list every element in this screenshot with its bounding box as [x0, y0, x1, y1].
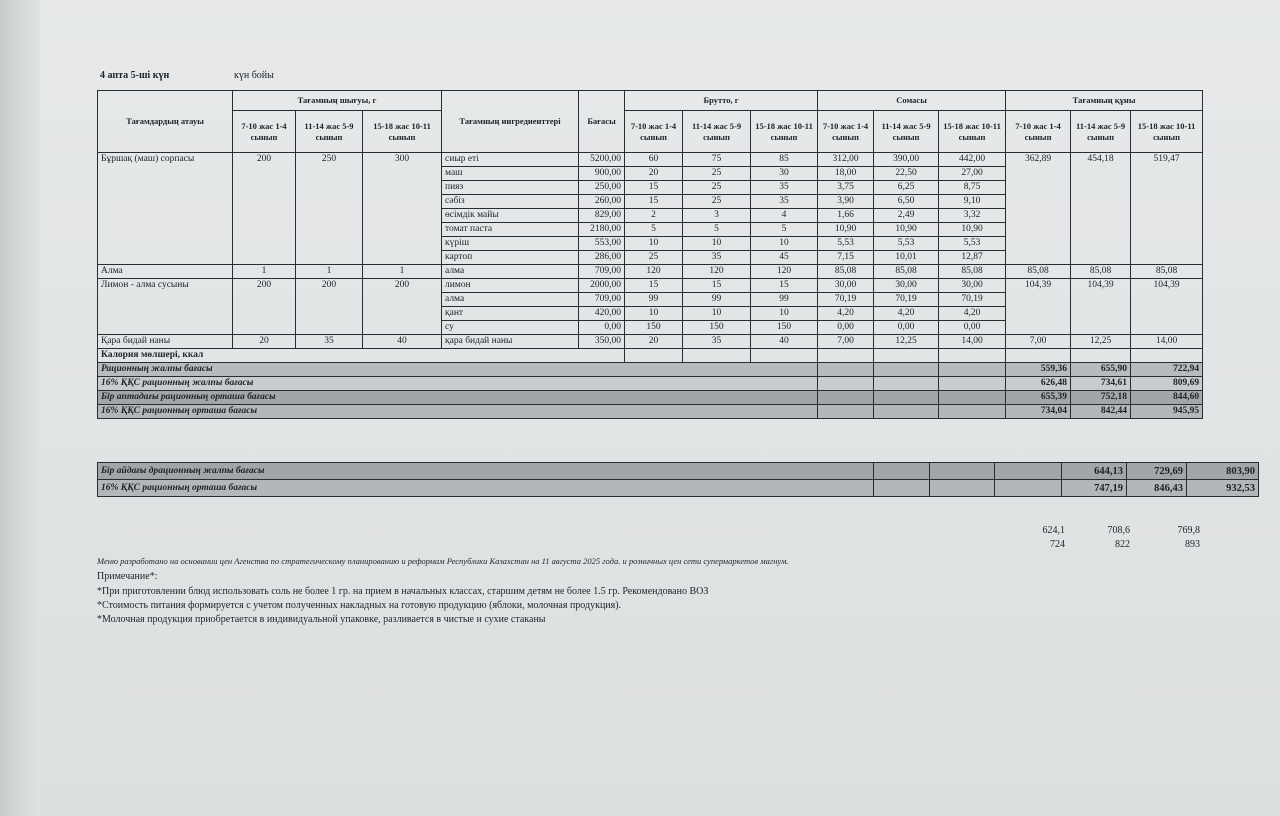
sum-value: 3,90	[818, 195, 874, 209]
sum-value: 70,19	[818, 293, 874, 307]
monthly-value: 644,13	[1062, 463, 1127, 480]
ingredient-name: томат паста	[442, 223, 579, 237]
empty-cell	[625, 349, 683, 363]
summary-value: 722,94	[1131, 363, 1203, 377]
calorie-row	[98, 349, 1203, 363]
portion-value: 200	[233, 153, 296, 265]
cost-value: 104,39	[1131, 279, 1203, 335]
brutto-value: 35	[751, 195, 818, 209]
empty-cell	[939, 405, 1006, 419]
empty-cell	[818, 363, 874, 377]
header-age: 7-10 жас 1-4 сынып	[818, 111, 874, 153]
cost-value: 454,18	[1071, 153, 1131, 265]
sum-value: 10,90	[874, 223, 939, 237]
ingredient-price: 709,00	[579, 265, 625, 279]
header-age: 11-14 жас 5-9 сынып	[874, 111, 939, 153]
table-row	[98, 335, 1203, 349]
brutto-value: 60	[625, 153, 683, 167]
source-note: Меню разработано на основании цен Агенства по стратегическому планированию и реформам Республики Казахстан на 11 августа 2025 года. и розничных цен сети супермаркетов магнум.	[97, 556, 789, 566]
summary-label: 16% ҚҚС рационның орташа бағасы	[98, 405, 818, 419]
sum-value: 10,90	[818, 223, 874, 237]
ingredient-price: 0,00	[579, 321, 625, 335]
brutto-value: 40	[751, 335, 818, 349]
brutto-value: 30	[751, 167, 818, 181]
notes-title: Примечание*:	[97, 571, 158, 582]
brutto-value: 20	[625, 167, 683, 181]
monthly-value: 747,19	[1062, 480, 1127, 497]
brutto-value: 25	[625, 251, 683, 265]
header-ingredients: Тағамның ингредиенттері	[442, 91, 579, 153]
sum-value: 6,50	[874, 195, 939, 209]
monthly-value: 803,90	[1187, 463, 1259, 480]
ingredient-name: сәбіз	[442, 195, 579, 209]
brutto-value: 25	[683, 167, 751, 181]
sum-value: 6,25	[874, 181, 939, 195]
header-age: 7-10 жас 1-4 сынып	[625, 111, 683, 153]
calorie-label: Калория мөлшері, ккал	[98, 349, 625, 363]
portion-value: 200	[363, 279, 442, 335]
empty-cell	[1006, 349, 1071, 363]
portion-value: 1	[363, 265, 442, 279]
empty-cell	[874, 463, 930, 480]
sum-value: 1,66	[818, 209, 874, 223]
note-1: *При приготовлении блюд использовать соль не более 1 гр. на прием в начальных классах, старшим детям не более 1.5 гр. Рекомендовано ВОЗ	[97, 586, 709, 597]
sum-value: 8,75	[939, 181, 1006, 195]
cost-value: 12,25	[1071, 335, 1131, 349]
brutto-value: 99	[751, 293, 818, 307]
brutto-value: 3	[683, 209, 751, 223]
ingredient-price: 900,00	[579, 167, 625, 181]
summary-value: 844,60	[1131, 391, 1203, 405]
brutto-value: 15	[625, 279, 683, 293]
brutto-value: 120	[751, 265, 818, 279]
summary-value: 559,36	[1006, 363, 1071, 377]
summary-value: 734,61	[1071, 377, 1131, 391]
empty-cell	[1131, 349, 1203, 363]
summary-value: 655,90	[1071, 363, 1131, 377]
summary-value: 734,04	[1006, 405, 1071, 419]
ingredient-price: 709,00	[579, 293, 625, 307]
brutto-value: 10	[751, 307, 818, 321]
summary-label: Рационның жалпы бағасы	[98, 363, 818, 377]
ingredient-price: 420,00	[579, 307, 625, 321]
brutto-value: 25	[683, 181, 751, 195]
ingredient-price: 553,00	[579, 237, 625, 251]
summary-label: 16% ҚҚС рационның жалпы бағасы	[98, 377, 818, 391]
note-3: *Молочная продукция приобретается в индивидуальной упаковке, разливается в чистые и сухие стаканы	[97, 614, 546, 625]
empty-cell	[818, 349, 874, 363]
brutto-value: 35	[751, 181, 818, 195]
ingredient-price: 250,00	[579, 181, 625, 195]
ingredient-price: 5200,00	[579, 153, 625, 167]
dish-name: Қара бидай наны	[98, 335, 233, 349]
brutto-value: 45	[751, 251, 818, 265]
brutto-value: 150	[683, 321, 751, 335]
header-brutto: Брутто, г	[625, 91, 818, 111]
sum-value: 85,08	[874, 265, 939, 279]
sum-value: 10,90	[939, 223, 1006, 237]
monthly-row	[98, 463, 1259, 480]
sum-value: 5,53	[939, 237, 1006, 251]
brutto-value: 5	[683, 223, 751, 237]
brutto-value: 15	[625, 195, 683, 209]
ingredient-price: 260,00	[579, 195, 625, 209]
ingredient-price: 829,00	[579, 209, 625, 223]
ingredient-name: өсімдік майы	[442, 209, 579, 223]
header-age: 15-18 жас 10-11 сынып	[1131, 111, 1203, 153]
sum-value: 14,00	[939, 335, 1006, 349]
header-age: 15-18 жас 10-11 сынып	[939, 111, 1006, 153]
summary-value: 626,48	[1006, 377, 1071, 391]
brutto-value: 10	[625, 237, 683, 251]
brutto-value: 10	[751, 237, 818, 251]
sum-value: 7,00	[818, 335, 874, 349]
empty-cell	[939, 391, 1006, 405]
sum-value: 0,00	[874, 321, 939, 335]
extra-number: 724	[1050, 539, 1065, 550]
day-label: 4 апта 5-ші күн	[100, 70, 170, 81]
sum-value: 3,32	[939, 209, 1006, 223]
table-row	[98, 279, 1203, 293]
ingredient-price: 350,00	[579, 335, 625, 349]
brutto-value: 35	[683, 251, 751, 265]
brutto-value: 5	[751, 223, 818, 237]
sum-value: 27,00	[939, 167, 1006, 181]
ingredient-name: қара бидай наны	[442, 335, 579, 349]
empty-cell	[995, 480, 1062, 497]
sum-value: 70,19	[939, 293, 1006, 307]
brutto-value: 20	[625, 335, 683, 349]
ingredient-price: 286,00	[579, 251, 625, 265]
empty-cell	[930, 463, 995, 480]
sum-value: 5,53	[874, 237, 939, 251]
sum-value: 5,53	[818, 237, 874, 251]
period-label: күн бойы	[234, 70, 274, 81]
empty-cell	[818, 405, 874, 419]
sum-value: 85,08	[939, 265, 1006, 279]
ingredient-name: сиыр еті	[442, 153, 579, 167]
header-age: 7-10 жас 1-4 сынып	[233, 111, 296, 153]
brutto-value: 120	[683, 265, 751, 279]
ingredient-name: картоп	[442, 251, 579, 265]
cost-value: 104,39	[1006, 279, 1071, 335]
monthly-value: 729,69	[1127, 463, 1187, 480]
brutto-value: 10	[683, 307, 751, 321]
brutto-value: 150	[751, 321, 818, 335]
monthly-row	[98, 480, 1259, 497]
portion-value: 1	[296, 265, 363, 279]
header-sum: Сомасы	[818, 91, 1006, 111]
header-age: 11-14 жас 5-9 сынып	[683, 111, 751, 153]
empty-cell	[874, 480, 930, 497]
summary-row	[98, 405, 1203, 419]
empty-cell	[818, 391, 874, 405]
sum-value: 4,20	[874, 307, 939, 321]
ingredient-name: алма	[442, 293, 579, 307]
sum-value: 30,00	[874, 279, 939, 293]
sum-value: 390,00	[874, 153, 939, 167]
portion-value: 20	[233, 335, 296, 349]
empty-cell	[930, 480, 995, 497]
summary-row	[98, 391, 1203, 405]
brutto-value: 4	[751, 209, 818, 223]
cost-value: 85,08	[1071, 265, 1131, 279]
empty-cell	[874, 405, 939, 419]
sum-value: 18,00	[818, 167, 874, 181]
brutto-value: 15	[683, 279, 751, 293]
extra-number: 822	[1115, 539, 1130, 550]
summary-label: Бір аптадағы рационның орташа бағасы	[98, 391, 818, 405]
brutto-value: 120	[625, 265, 683, 279]
empty-cell	[751, 349, 818, 363]
empty-cell	[818, 377, 874, 391]
header-age: 11-14 жас 5-9 сынып	[296, 111, 363, 153]
monthly-label: Бір айдағы драционның жалпы бағасы	[98, 463, 874, 480]
extra-number: 893	[1185, 539, 1200, 550]
sum-value: 10,01	[874, 251, 939, 265]
portion-value: 250	[296, 153, 363, 265]
brutto-value: 10	[683, 237, 751, 251]
ingredient-name: алма	[442, 265, 579, 279]
summary-value: 655,39	[1006, 391, 1071, 405]
dish-name: Бұршақ (маш) сорпасы	[98, 153, 233, 265]
header-age: 7-10 жас 1-4 сынып	[1006, 111, 1071, 153]
dish-name: Лимон - алма сусыны	[98, 279, 233, 335]
sum-value: 30,00	[818, 279, 874, 293]
brutto-value: 2	[625, 209, 683, 223]
brutto-value: 15	[625, 181, 683, 195]
portion-value: 35	[296, 335, 363, 349]
sum-value: 9,10	[939, 195, 1006, 209]
ingredient-name: пияз	[442, 181, 579, 195]
menu-table	[97, 90, 1203, 419]
ingredient-price: 2180,00	[579, 223, 625, 237]
header-age: 15-18 жас 10-11 сынып	[751, 111, 818, 153]
portion-value: 1	[233, 265, 296, 279]
header-age: 11-14 жас 5-9 сынып	[1071, 111, 1131, 153]
ingredient-name: қант	[442, 307, 579, 321]
monthly-label: 16% ҚҚС рационның орташа бағасы	[98, 480, 874, 497]
sum-value: 0,00	[818, 321, 874, 335]
sum-value: 70,19	[874, 293, 939, 307]
sum-value: 442,00	[939, 153, 1006, 167]
empty-cell	[874, 363, 939, 377]
cost-value: 85,08	[1131, 265, 1203, 279]
cost-value: 362,89	[1006, 153, 1071, 265]
cost-value: 85,08	[1006, 265, 1071, 279]
header-portion: Тағамның шығуы, г	[233, 91, 442, 111]
summary-value: 809,69	[1131, 377, 1203, 391]
empty-cell	[874, 349, 939, 363]
extra-number: 769,8	[1177, 525, 1200, 536]
extra-number: 708,6	[1107, 525, 1130, 536]
ingredient-name: күріш	[442, 237, 579, 251]
sum-value: 4,20	[939, 307, 1006, 321]
portion-value: 200	[233, 279, 296, 335]
empty-cell	[939, 363, 1006, 377]
ingredient-name: маш	[442, 167, 579, 181]
portion-value: 300	[363, 153, 442, 265]
dish-name: Алма	[98, 265, 233, 279]
empty-cell	[874, 377, 939, 391]
cost-value: 104,39	[1071, 279, 1131, 335]
monthly-value: 932,53	[1187, 480, 1259, 497]
brutto-value: 10	[625, 307, 683, 321]
brutto-value: 15	[751, 279, 818, 293]
sum-value: 22,50	[874, 167, 939, 181]
monthly-value: 846,43	[1127, 480, 1187, 497]
monthly-table	[97, 462, 1259, 497]
sum-value: 7,15	[818, 251, 874, 265]
sum-value: 30,00	[939, 279, 1006, 293]
summary-row	[98, 377, 1203, 391]
sum-value: 12,87	[939, 251, 1006, 265]
brutto-value: 99	[625, 293, 683, 307]
summary-value: 752,18	[1071, 391, 1131, 405]
ingredient-price: 2000,00	[579, 279, 625, 293]
brutto-value: 85	[751, 153, 818, 167]
sum-value: 12,25	[874, 335, 939, 349]
sum-value: 4,20	[818, 307, 874, 321]
cost-value: 7,00	[1006, 335, 1071, 349]
empty-cell	[939, 377, 1006, 391]
empty-cell	[995, 463, 1062, 480]
header-dish-name: Тағамдардың атауы	[98, 91, 233, 153]
header-cost: Тағамның құны	[1006, 91, 1203, 111]
portion-value: 40	[363, 335, 442, 349]
sum-value: 85,08	[818, 265, 874, 279]
empty-cell	[683, 349, 751, 363]
note-2: *Стоимость питания формируется с учетом полученных накладных на готовую продукцию (яблоки, молочная продукция).	[97, 600, 622, 611]
brutto-value: 75	[683, 153, 751, 167]
summary-value: 945,95	[1131, 405, 1203, 419]
ingredient-name: лимон	[442, 279, 579, 293]
summary-row	[98, 363, 1203, 377]
summary-value: 842,44	[1071, 405, 1131, 419]
portion-value: 200	[296, 279, 363, 335]
empty-cell	[874, 391, 939, 405]
extra-number: 624,1	[1042, 525, 1065, 536]
brutto-value: 25	[683, 195, 751, 209]
sum-value: 2,49	[874, 209, 939, 223]
cost-value: 519,47	[1131, 153, 1203, 265]
sum-value: 3,75	[818, 181, 874, 195]
brutto-value: 35	[683, 335, 751, 349]
header-age: 15-18 жас 10-11 сынып	[363, 111, 442, 153]
brutto-value: 5	[625, 223, 683, 237]
header-price: Бағасы	[579, 91, 625, 153]
table-row	[98, 153, 1203, 167]
cost-value: 14,00	[1131, 335, 1203, 349]
empty-cell	[939, 349, 1006, 363]
table-row	[98, 265, 1203, 279]
empty-cell	[1071, 349, 1131, 363]
ingredient-name: су	[442, 321, 579, 335]
brutto-value: 99	[683, 293, 751, 307]
sum-value: 312,00	[818, 153, 874, 167]
brutto-value: 150	[625, 321, 683, 335]
sum-value: 0,00	[939, 321, 1006, 335]
